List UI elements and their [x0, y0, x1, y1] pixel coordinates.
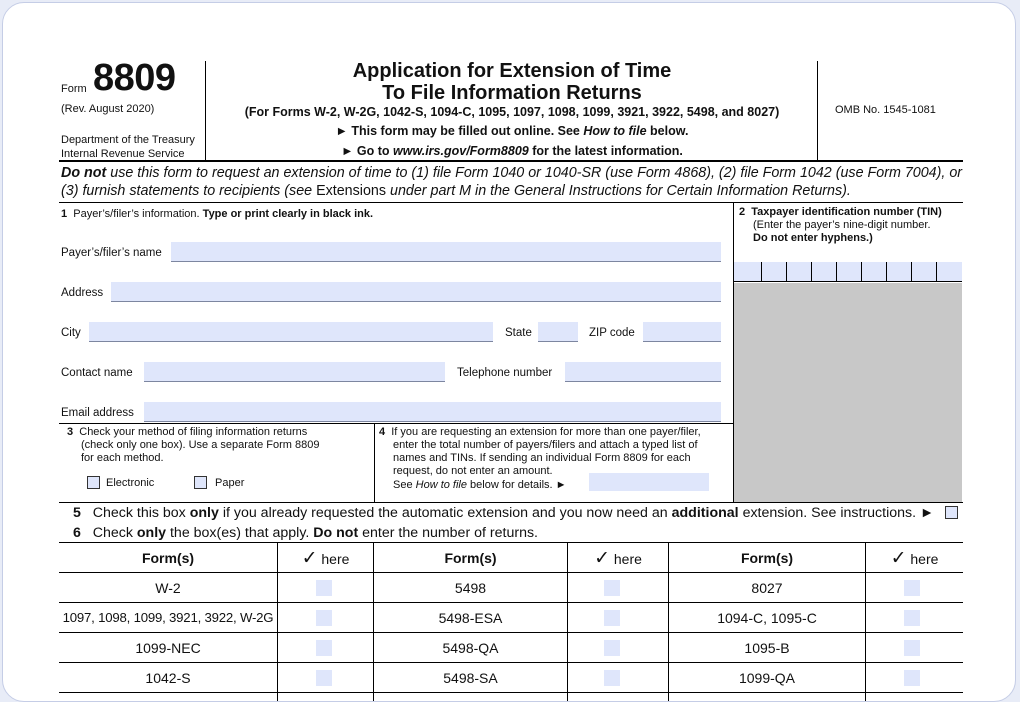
- line2-title: Taxpayer identification number (TIN): [751, 206, 942, 218]
- telephone-label: Telephone number: [457, 367, 553, 379]
- line1-heading: [61, 208, 373, 221]
- form-checkbox[interactable]: [604, 670, 620, 686]
- form-label: 1097, 1098, 1099, 3921, 3922, W-2G: [62, 610, 274, 625]
- paper-label: Paper: [215, 477, 245, 489]
- line4-how-to-file-link[interactable]: How to file: [415, 479, 467, 491]
- tin-digit-tick: [936, 262, 937, 282]
- line5-b2: additional: [671, 505, 739, 521]
- table-row-rule: [59, 572, 963, 573]
- col-header-forms: Form(s): [141, 550, 195, 566]
- address-label: Address: [61, 287, 104, 299]
- col-header-check: [866, 547, 963, 570]
- line5-text: [73, 504, 934, 522]
- do-not-use-notice: [61, 164, 963, 200]
- line5-t1: Check this box: [92, 505, 190, 521]
- notice-bold: Do not: [61, 165, 107, 181]
- line1-bold: Type or print clearly in black ink.: [199, 208, 374, 220]
- table-row-rule: [59, 632, 963, 633]
- line2-note1: (Enter the payer’s nine-digit number.: [753, 219, 931, 231]
- form-label: 5498-ESA: [438, 610, 503, 626]
- form-checkbox[interactable]: [604, 610, 620, 626]
- line3-top-rule: [59, 423, 733, 424]
- table-row-rule: [59, 602, 963, 603]
- line3-text3: for each method.: [81, 452, 164, 464]
- form-subtitle: (For Forms W-2, W-2G, 1042-S, 1094-C, 1095, 1097, 1098, 1099, 3921, 3922, 5498, and 8027): [244, 105, 780, 119]
- notice-text: use this form to request an extension of time to (1) file Form 1040 or 1040-SR (use Form 4868), (2) file Form 1042 (use Form 7004), or (3) furnish statements to recipients (see: [61, 165, 963, 199]
- state-label: State: [505, 327, 532, 339]
- tin-digit-tick: [911, 262, 912, 282]
- city-field[interactable]: [89, 322, 493, 342]
- col-check-label: here: [321, 551, 350, 567]
- line4-l1: If you are requesting an extension for more than one payer/filer,: [391, 426, 701, 438]
- telephone-field[interactable]: [565, 362, 721, 382]
- form-checkbox[interactable]: [316, 610, 332, 626]
- checkmark-icon: ✓: [890, 548, 907, 569]
- line6-t2: the box(es) that apply.: [166, 525, 314, 541]
- contact-name-label: Contact name: [61, 367, 133, 379]
- line6-t3: enter the number of returns.: [358, 525, 538, 541]
- col-check-label: here: [910, 551, 939, 567]
- line4-see: [393, 479, 567, 492]
- line4-number: 4: [379, 426, 386, 438]
- line4-see-prefix: See: [393, 479, 416, 491]
- form-checkbox[interactable]: [316, 640, 332, 656]
- city-label: City: [61, 327, 81, 339]
- notice-text2: under part M in the General Instructions for Certain Information Returns).: [386, 183, 851, 199]
- line3-text1: [67, 426, 307, 439]
- payer-name-field[interactable]: [171, 242, 721, 262]
- dept-line1: Department of the Treasury: [61, 134, 195, 146]
- line5-t3: extension. See instructions. ►: [738, 505, 935, 521]
- col-header-forms: Form(s): [740, 550, 794, 566]
- zip-field[interactable]: [643, 322, 721, 342]
- line4-see-suffix: below for details. ►: [467, 479, 567, 491]
- tin-digit-tick: [886, 262, 887, 282]
- form-title-line2: To File Information Returns: [382, 82, 642, 104]
- shaded-area: [734, 283, 962, 502]
- email-label: Email address: [61, 407, 134, 419]
- tin-digit-tick: [761, 262, 762, 282]
- line5-number: 5: [73, 505, 81, 521]
- how-to-file-link[interactable]: How to file: [583, 124, 647, 138]
- line3-4-divider: [374, 423, 375, 502]
- table-row-rule: [59, 692, 963, 693]
- line6-b1: only: [136, 525, 167, 541]
- form-label: 5498-SA: [443, 670, 498, 686]
- form-checkbox[interactable]: [316, 580, 332, 596]
- line4-text4: request, do not enter an amount.: [393, 465, 553, 477]
- col-header-forms: Form(s): [444, 550, 497, 566]
- line4-text3: names and TINs. If sending an individual Form 8809 for each: [393, 452, 691, 464]
- line6-text: [73, 524, 538, 542]
- form-number: 8809: [93, 57, 176, 99]
- line6-b2: Do not: [313, 525, 359, 541]
- tin-digit-tick: [811, 262, 812, 282]
- checkmark-icon: ✓: [301, 548, 318, 569]
- line3-number: 3: [67, 426, 74, 438]
- header-bottom-rule: [59, 160, 963, 162]
- form-8809-page: [2, 2, 1016, 702]
- goto-note: [207, 144, 817, 158]
- line6-number: 6: [73, 525, 81, 541]
- dept-line2: Internal Revenue Service: [61, 148, 185, 160]
- form-label: W-2: [155, 580, 181, 596]
- line6-t1: Check: [92, 525, 137, 541]
- tin-digit-tick: [786, 262, 787, 282]
- payer-name-label: Payer’s/filer’s name: [61, 247, 162, 259]
- line2-number: 2: [739, 206, 746, 218]
- form-label: 5498: [454, 580, 487, 596]
- table-top-rule: [59, 542, 963, 543]
- state-field[interactable]: [538, 322, 578, 342]
- form-checkbox[interactable]: [604, 580, 620, 596]
- notice-bottom-rule: [59, 202, 963, 203]
- electronic-label: Electronic: [106, 477, 155, 489]
- additional-extension-checkbox[interactable]: [945, 506, 958, 519]
- tin-digit-tick: [836, 262, 837, 282]
- table-row-rule: [59, 662, 963, 663]
- online-note-suffix: below.: [646, 124, 689, 138]
- form-checkbox[interactable]: [904, 670, 920, 686]
- address-field[interactable]: [111, 282, 721, 302]
- form-label: 1099-QA: [738, 670, 796, 686]
- form-label: 1099-NEC: [135, 640, 201, 656]
- line4-text2: enter the total number of payers/filers and attach a typed list of: [393, 439, 698, 451]
- revision-date: (Rev. August 2020): [61, 103, 155, 115]
- checkmark-icon: ✓: [594, 548, 610, 569]
- form-label: 8027: [751, 580, 783, 596]
- zip-label: ZIP code: [589, 327, 635, 339]
- line2-note2: Do not enter hyphens.): [753, 232, 873, 244]
- line1-number: 1: [61, 208, 68, 220]
- form-checkbox[interactable]: [904, 610, 920, 626]
- goto-prefix: ► Go to: [341, 144, 394, 158]
- notice-extensions: Extensions: [316, 183, 387, 199]
- form-checkbox[interactable]: [604, 640, 620, 656]
- col-check-label: here: [613, 551, 642, 567]
- col-header-check: [568, 547, 668, 570]
- tin-field[interactable]: [734, 262, 962, 282]
- online-note-prefix: ► This form may be filled out online. See: [335, 124, 584, 138]
- form-label: 5498-QA: [442, 640, 499, 656]
- line5-t2: if you already requested the automatic extension and you now need an: [218, 505, 672, 521]
- line2-heading: [739, 206, 963, 219]
- payer-count-field[interactable]: [589, 473, 709, 491]
- contact-name-field[interactable]: [144, 362, 445, 382]
- email-field[interactable]: [144, 402, 721, 422]
- online-note: [207, 124, 817, 138]
- paper-checkbox[interactable]: [194, 476, 207, 489]
- form-label: 1094-C, 1095-C: [717, 610, 817, 626]
- form-title-line1: Application for Extension of Time: [352, 60, 672, 82]
- form-word: Form: [61, 83, 87, 95]
- form-label: 1095-B: [744, 640, 790, 656]
- line1-text: Payer’s/filer’s information.: [73, 208, 200, 220]
- header-divider-left: [205, 61, 206, 161]
- form-label: 1042-S: [145, 670, 191, 686]
- line4-text1: [379, 426, 701, 439]
- form-checkbox[interactable]: [904, 580, 920, 596]
- irs-url-link[interactable]: www.irs.gov/Form8809: [393, 144, 529, 158]
- line5-top-rule: [59, 502, 963, 503]
- header-divider-right: [817, 61, 818, 161]
- line3-l1: Check your method of filing information returns: [79, 426, 308, 438]
- omb-number: OMB No. 1545-1081: [835, 104, 936, 116]
- line5-b1: only: [189, 505, 219, 521]
- goto-suffix: for the latest information.: [528, 144, 683, 158]
- col-header-check: [278, 547, 373, 570]
- electronic-checkbox[interactable]: [87, 476, 100, 489]
- form-checkbox[interactable]: [904, 640, 920, 656]
- line3-text2: (check only one box). Use a separate Form 8809: [81, 439, 320, 451]
- form-checkbox[interactable]: [316, 670, 332, 686]
- tin-digit-tick: [861, 262, 862, 282]
